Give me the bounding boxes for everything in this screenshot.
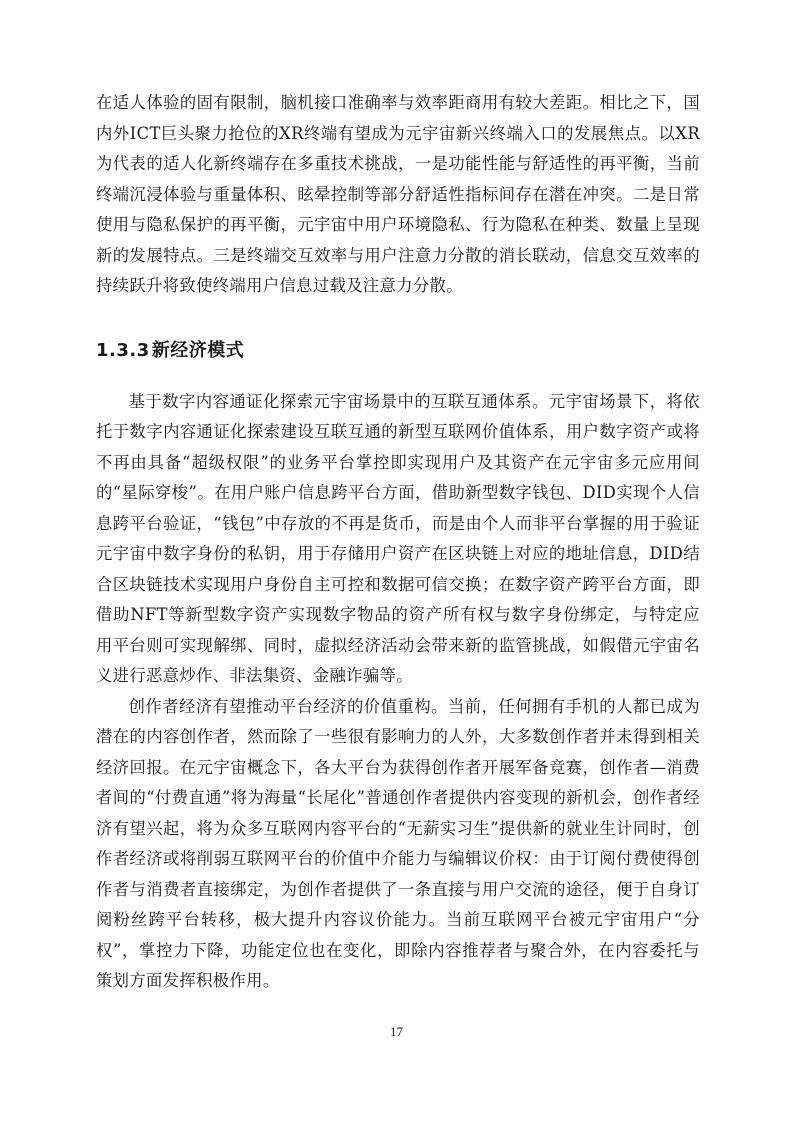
section-heading: [96, 339, 700, 363]
section-title: 新经济模式: [151, 339, 245, 361]
section-number: 1.3.3: [96, 339, 150, 361]
page-number: 17: [390, 1024, 403, 1039]
body-paragraph-3: 创作者经济有望推动平台经济的价值重构。当前，任何拥有手机的人都已成为潜在的内容创作者，然而除了一些很有影响力的人外，大多数创作者并未得到相关经济回报。在元宇宙概念下，各大平台为获得创作者开展军备竞赛，创作者—消费者间的“付费直通”将为海量“长尾化”普通创作者提供内容变现的新机会，创作者经济有望兴起，将为众多互联网内容平台的“无薪实习生”提供新的就业生计同时，创作者经济或将削弱互联网平台的价值中介能力与编辑议价权：由于订阅付费使得创作者与消费者直接绑定，为创作者提供了一条直接与用户交流的途径，便于自身订阅粉丝跨平台转移，极大提升内容议价能力。当前互联网平台被元宇宙用户“分权”，掌控力下降，功能定位也在变化，即除内容推荐者与聚合外，在内容委托与策划方面发挥积极作用。: [96, 696, 700, 990]
document-body: [96, 88, 700, 997]
body-paragraph-2: 基于数字内容通证化探索元宇宙场景中的互联互通体系。元宇宙场景下，将依托于数字内容通证化探索建设互联互通的新型互联网价值体系，用户数字资产或将不再由具备“超级权限”的业务平台掌控即实现用户及其资产在元宇宙多元应用间的“星际穿梭”。在用户账户信息跨平台方面，借助新型数字钱包、DID实现个人信息跨平台验证，“钱包”中存放的不再是货币，而是由个人而非平台掌握的用于验证元宇宙中数字身份的私钥，用于存储用户资产在区块链上对应的地址信息，DID结合区块链技术实现用户身份自主可控和数据可信交换；在数字资产跨平台方面，即借助NFT等新型数字资产实现数字物品的资产所有权与数字身份绑定，与特定应用平台则可实现解绑、同时，虚拟经济活动会带来新的监管挑战，如假借元宇宙名义进行恶意炒作、非法集资、金融诈骗等。: [96, 391, 700, 685]
body-paragraph-1: 在适人体验的固有限制，脑机接口准确率与效率距商用有较大差距。相比之下，国内外ICT巨头聚力抢位的XR终端有望成为元宇宙新兴终端入口的发展焦点。以XR为代表的适人化新终端存在多重技术挑战，一是功能性能与舒适性的再平衡，当前终端沉浸体验与重量体积、眩晕控制等部分舒适性指标间存在潜在冲突。二是日常使用与隐私保护的再平衡，元宇宙中用户环境隐私、行为隐私在种类、数量上呈现新的发展特点。三是终端交互效率与用户注意力分散的消长联动，信息交互效率的持续跃升将致使终端用户信息过载及注意力分散。: [96, 93, 700, 295]
